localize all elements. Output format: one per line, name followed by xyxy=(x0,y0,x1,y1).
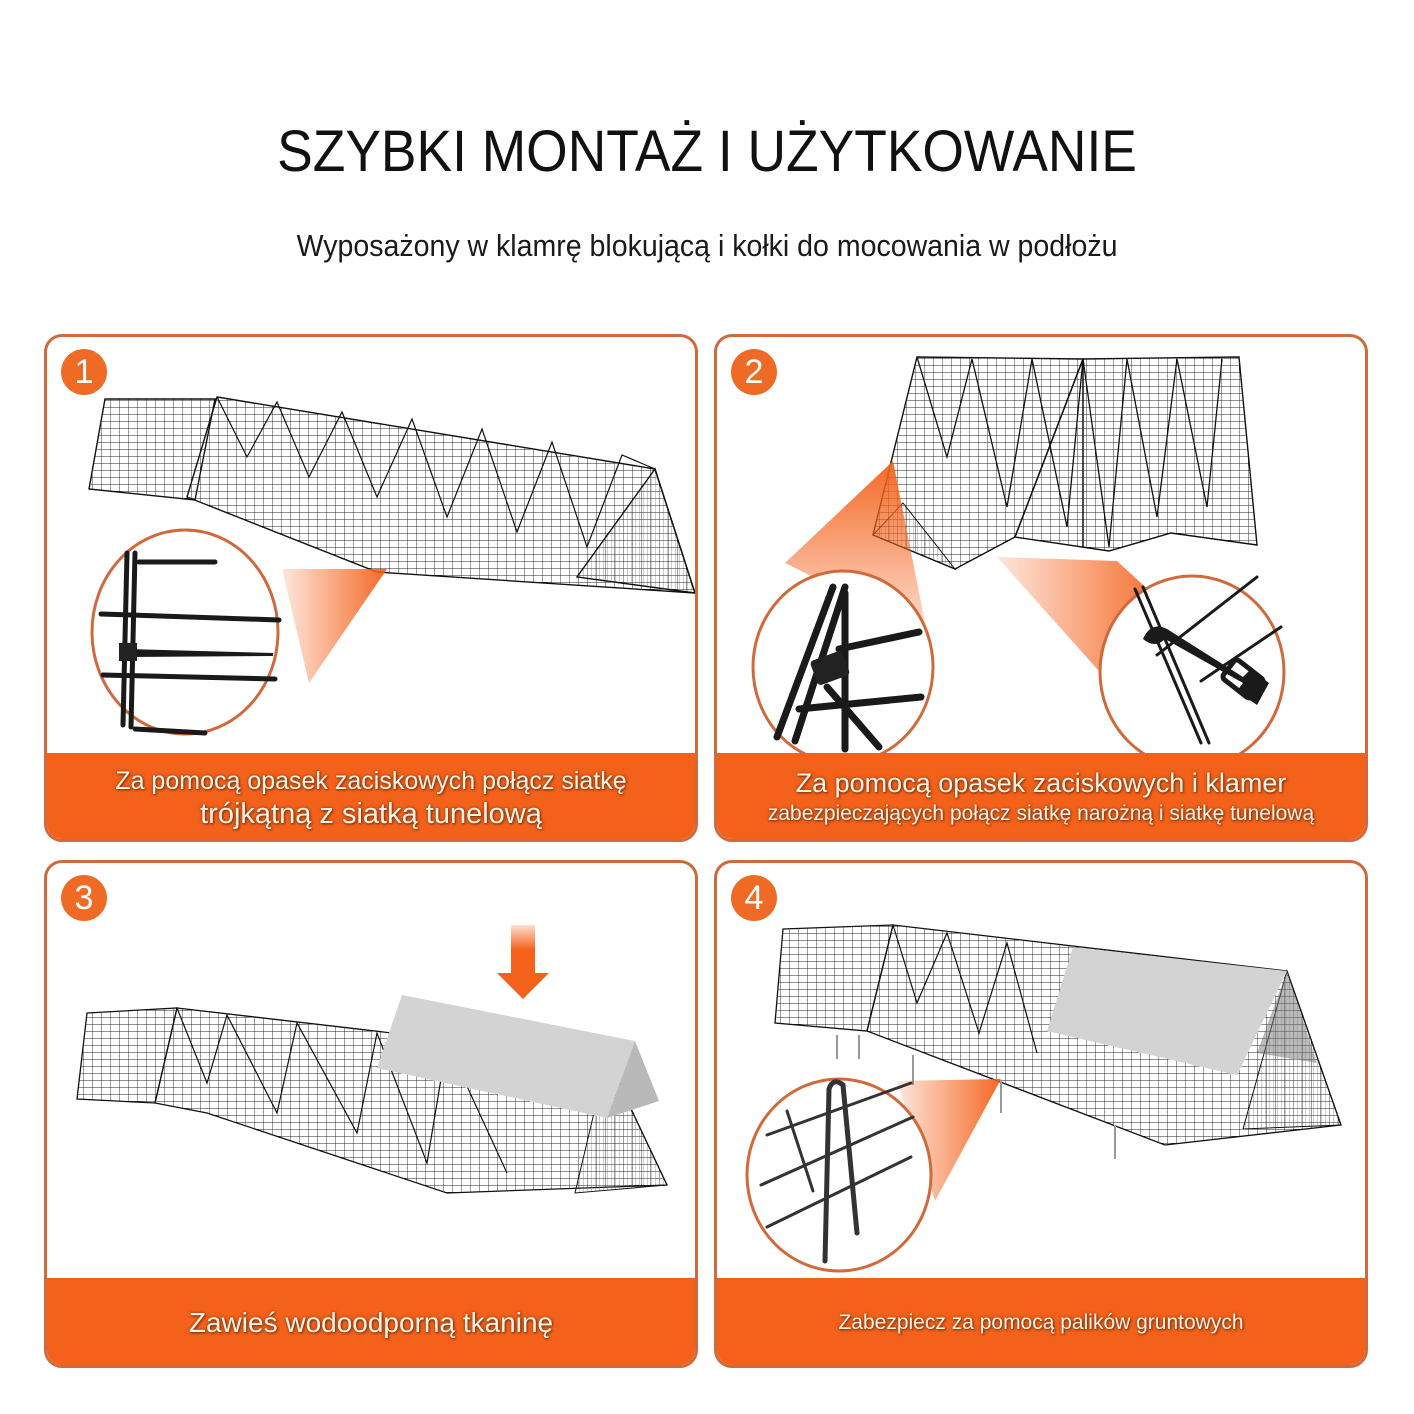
step-caption-1 xyxy=(44,753,698,842)
step-number-badge: 3 xyxy=(61,875,107,921)
step-number-badge: 4 xyxy=(731,875,777,921)
caption-line-1: Zabezpiecz za pomocą palików gruntowych xyxy=(838,1311,1244,1334)
step-caption-4 xyxy=(714,1278,1368,1368)
corner-mesh-illustration xyxy=(717,337,1368,757)
step-card-2 xyxy=(714,334,1368,842)
step-card-4 xyxy=(714,860,1368,1368)
caption-line-1: Za pomocą opasek zaciskowych i klamer xyxy=(795,767,1287,798)
caption-line-2: trójkątną z siatką tunelową xyxy=(200,797,542,830)
page-title: SZYBKI MONTAŻ I UŻYTKOWANIE xyxy=(277,119,1137,184)
triangular-mesh-tunnel-illustration xyxy=(47,337,698,757)
tunnel-with-stakes-illustration xyxy=(717,863,1368,1283)
step-caption-3 xyxy=(44,1278,698,1368)
step-caption-2 xyxy=(714,753,1368,842)
step-card-3 xyxy=(44,860,698,1368)
down-arrow-icon xyxy=(511,925,535,975)
step-card-1 xyxy=(44,334,698,842)
tunnel-with-cover-illustration xyxy=(47,863,698,1283)
step-number-badge: 1 xyxy=(61,349,107,395)
caption-line-1: Za pomocą opasek zaciskowych połącz siatkę xyxy=(115,766,627,795)
caption-line-2: zabezpieczających połącz siatkę narożną i siatkę tunelową xyxy=(767,801,1315,825)
step-number-badge: 2 xyxy=(731,349,777,395)
caption-line-1: Zawieś wodoodporną tkaninę xyxy=(188,1307,554,1338)
page-subtitle: Wyposażony w klamrę blokującą i kołki do mocowania w podłożu xyxy=(296,228,1118,263)
